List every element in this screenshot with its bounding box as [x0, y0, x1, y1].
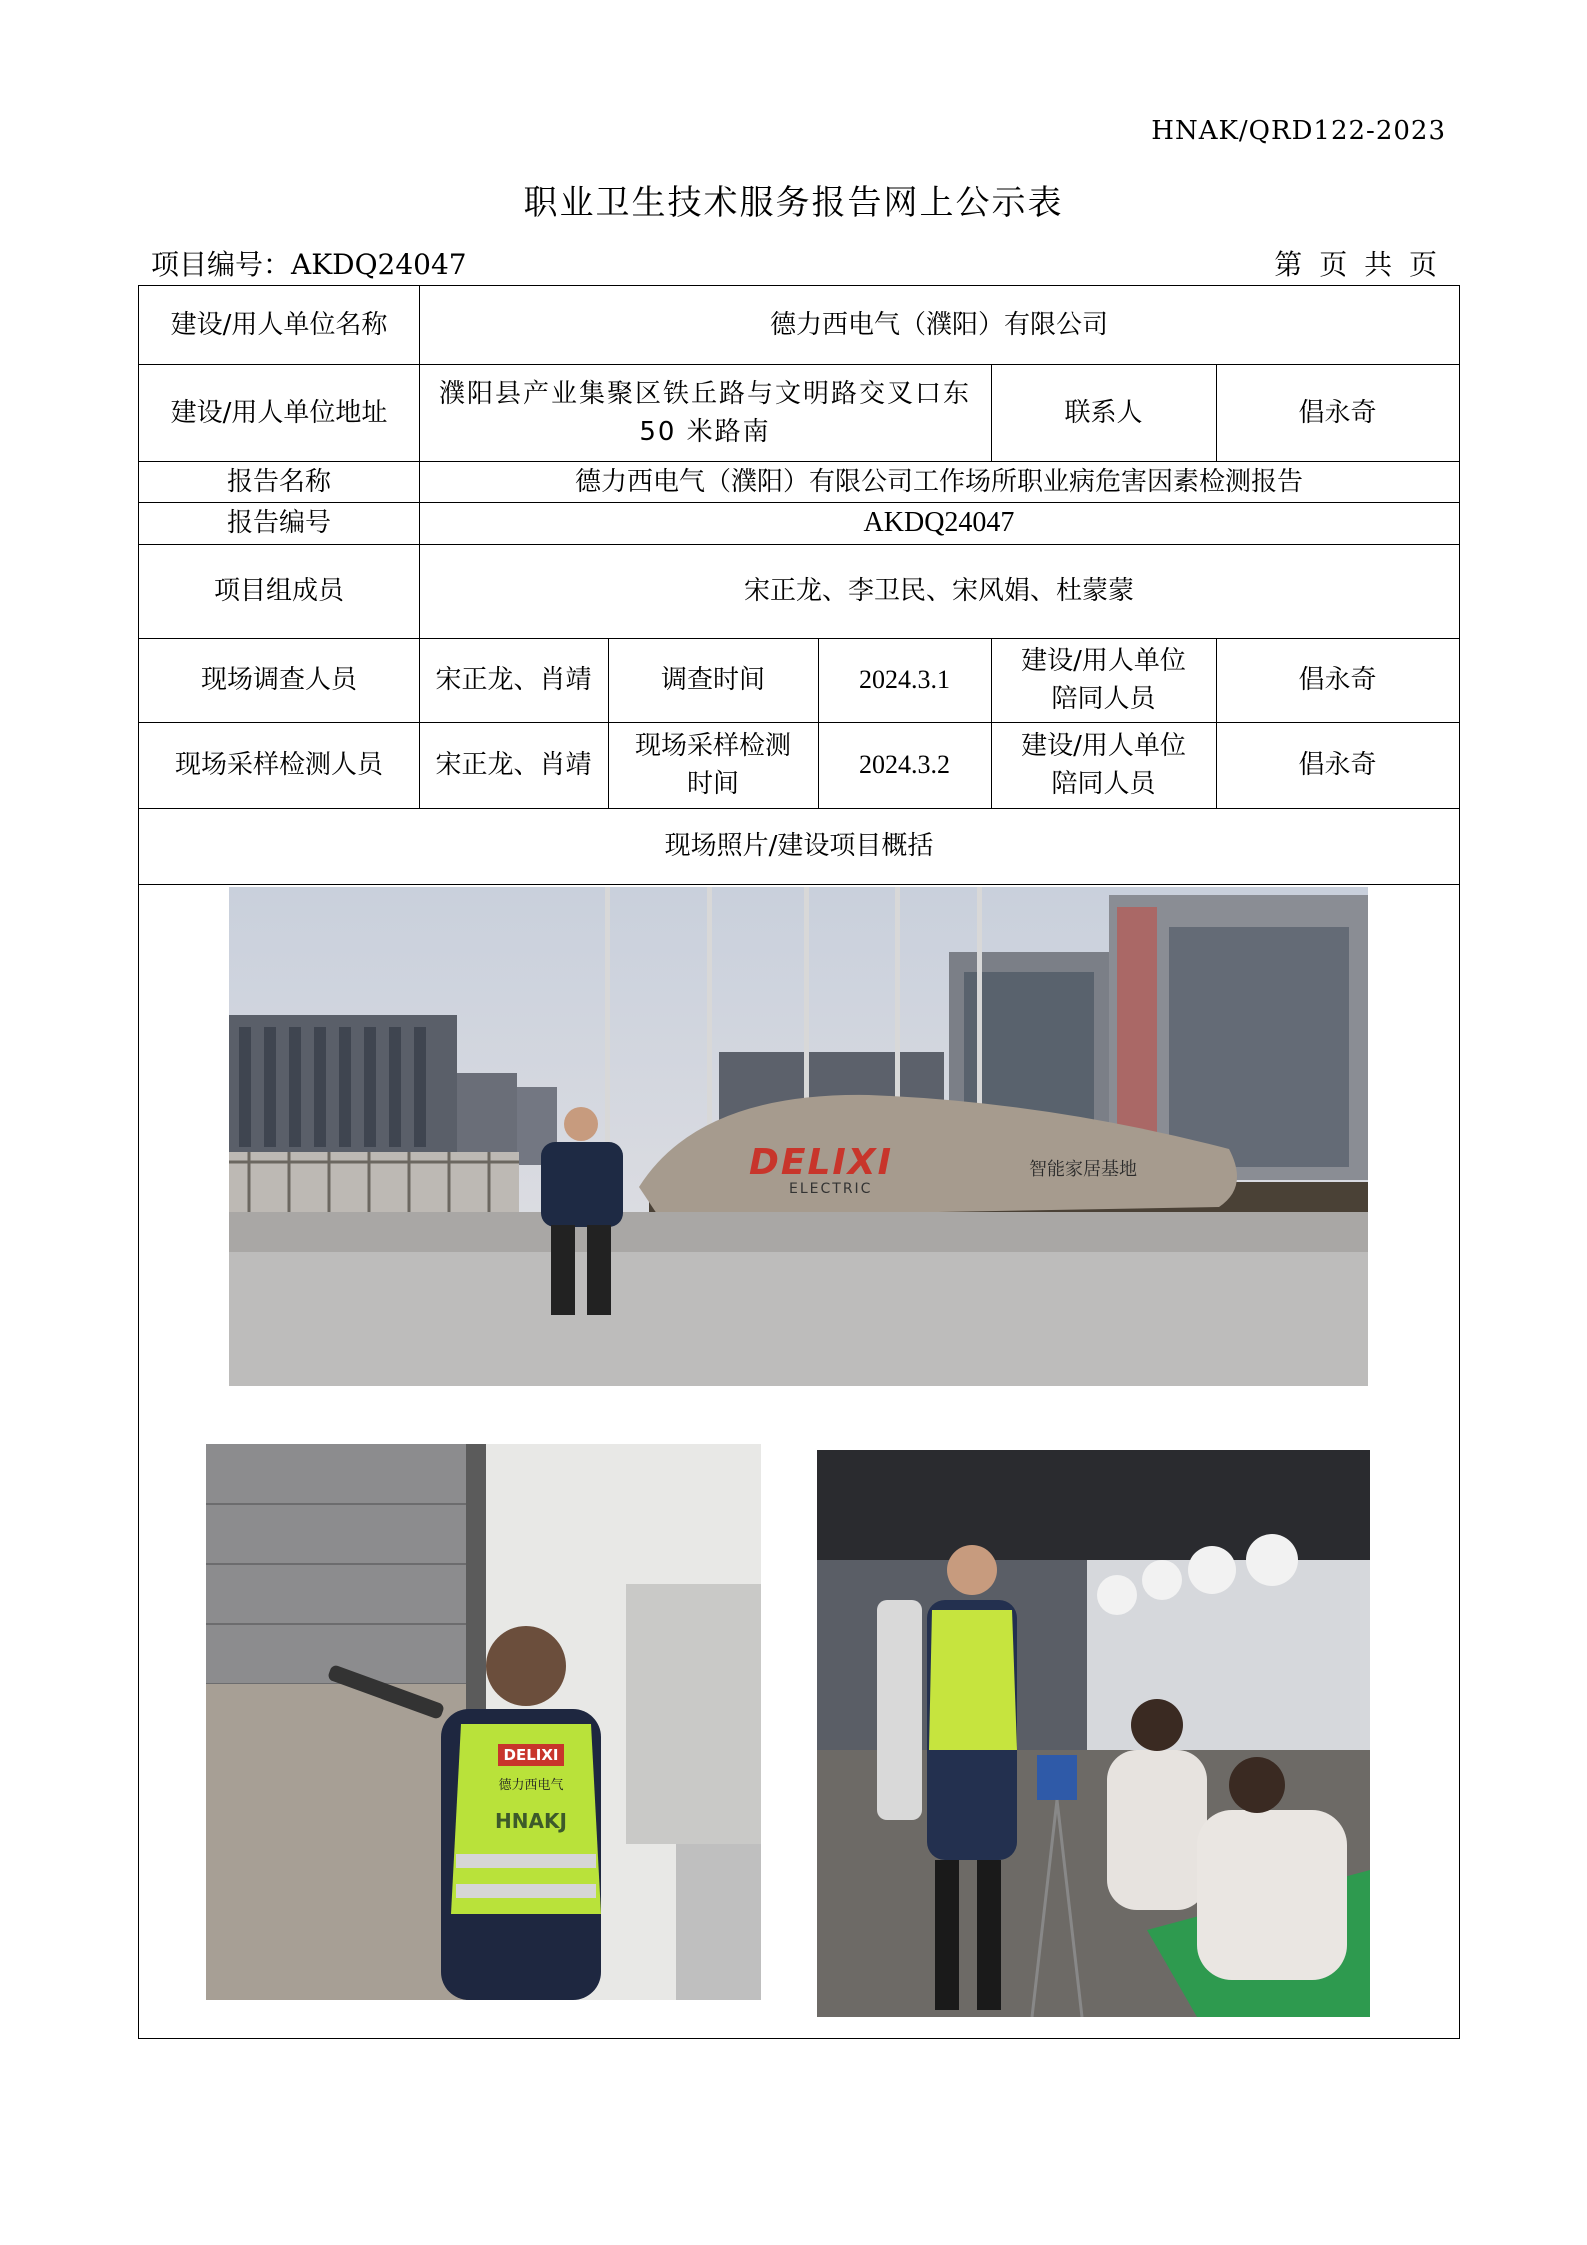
- report-name-label: 报告名称: [226, 466, 331, 497]
- sampling-accompany-label: [991, 722, 1216, 808]
- unit-address-line2: 50 米路南: [639, 416, 771, 447]
- report-number-label: 报告编号: [226, 508, 331, 538]
- sampling-staff-value: 宋正龙、肖靖: [435, 750, 592, 780]
- sampling-accompany-value: 倡永奇: [1298, 750, 1377, 780]
- sampling-time-label: [608, 722, 818, 808]
- vest-code: HNAKJ: [495, 1809, 567, 1833]
- rock-slogan: 智能家居基地: [1029, 1159, 1137, 1180]
- sampling-time-label-line2: 时间: [686, 769, 739, 799]
- survey-accompany-label: [991, 638, 1216, 722]
- delixi-logo-sub: ELECTRIC: [789, 1181, 873, 1197]
- unit-address-label: 建设/用人单位地址: [170, 397, 388, 428]
- members-label: 项目组成员: [213, 576, 344, 606]
- delixi-logo-text: DELIXI: [749, 1142, 893, 1183]
- sampling-staff-label: 现场采样检测人员: [174, 750, 383, 780]
- report-number-value: AKDQ24047: [863, 507, 1015, 538]
- survey-time-value: 2024.3.1: [859, 665, 950, 694]
- vest-sub: 德力西电气: [498, 1778, 564, 1793]
- unit-name-value: 德力西电气（濮阳）有限公司: [769, 310, 1108, 340]
- vest-logo: DELIXI: [498, 1744, 564, 1766]
- page-count: 第 页 共 页: [1274, 248, 1441, 281]
- survey-staff-value: 宋正龙、肖靖: [435, 665, 592, 695]
- survey-staff-label: 现场调查人员: [200, 665, 357, 695]
- worker-measuring-photo: [206, 1444, 761, 2000]
- contact-label: 联系人: [1064, 397, 1143, 428]
- accompany-label-line1: 建设/用人单位: [1021, 731, 1186, 761]
- accompany-label-line1: 建设/用人单位: [1021, 646, 1186, 676]
- contact-value: 倡永奇: [1298, 397, 1377, 428]
- subheader: [151, 243, 1441, 283]
- members-value: 宋正龙、李卫民、宋风娟、杜蒙蒙: [743, 576, 1134, 606]
- survey-time-label: 调查时间: [660, 665, 765, 695]
- unit-address-line1: 濮阳县产业集聚区铁丘路与文明路交叉口东: [438, 378, 971, 409]
- accompany-label-line2: 陪同人员: [1051, 684, 1156, 714]
- survey-accompany-value: 倡永奇: [1298, 665, 1377, 695]
- sampling-time-value: 2024.3.2: [859, 750, 950, 779]
- page-title: 职业卫生技术服务报告网上公示表: [523, 183, 1064, 223]
- photos-section-label: 现场照片/建设项目概括: [664, 831, 934, 861]
- unit-address-value: [419, 364, 991, 461]
- unit-name-label: 建设/用人单位名称: [170, 310, 388, 340]
- report-name-value: 德力西电气（濮阳）有限公司工作场所职业病危害因素检测报告: [574, 466, 1303, 497]
- project-number: 项目编号：AKDQ24047: [151, 248, 467, 281]
- document-code: HNAK/QRD122-2023: [1151, 116, 1446, 146]
- disclosure-table: [138, 285, 1460, 2039]
- site-entrance-photo: [229, 887, 1368, 1386]
- sampling-time-label-line1: 现场采样检测: [634, 731, 791, 761]
- accompany-label-line2: 陪同人员: [1051, 769, 1156, 799]
- workshop-sampling-photo: [817, 1450, 1370, 2017]
